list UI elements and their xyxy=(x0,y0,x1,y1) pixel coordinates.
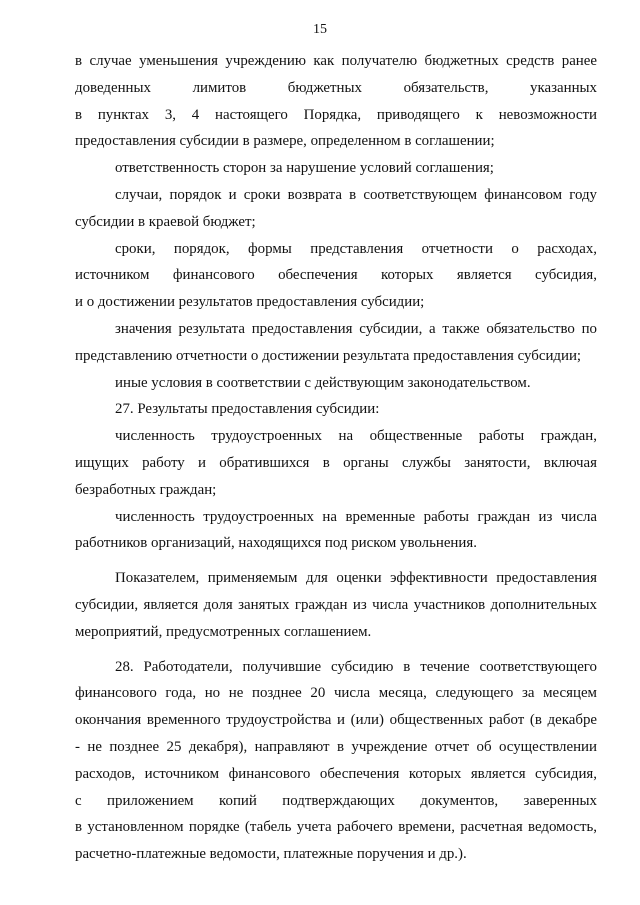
text-line: в установленном порядке (табель учета рабочего времени, расчетная ведомость, xyxy=(75,819,597,836)
text-line: иные условия в соответствии с действующим законодательством. xyxy=(115,374,531,391)
text-line: ответственность сторон за нарушение условий соглашения; xyxy=(115,160,494,177)
text-line: с приложением копий подтверждающих документов, заверенных xyxy=(75,792,597,809)
text-line: работников организаций, находящихся под риском увольнения. xyxy=(75,535,477,552)
section-heading: 27. Результаты предоставления субсидии: xyxy=(115,401,380,418)
text-line: Показателем, применяемым для оценки эффективности предоставления xyxy=(115,570,597,587)
text-line: численность трудоустроенных на общественные работы граждан, xyxy=(115,428,597,445)
document-body xyxy=(75,48,597,868)
text-line: в случае уменьшения учреждению как получателю бюджетных средств ранее xyxy=(75,53,597,69)
page-number: 15 xyxy=(313,22,327,37)
text-line: значения результата предоставления субсидии, а также обязательство по xyxy=(115,320,597,337)
text-line: и о достижении результатов предоставления субсидии; xyxy=(75,294,425,311)
text-line: представлению отчетности о достижении результата предоставления субсидии; xyxy=(75,347,582,364)
text-line: окончания временного трудоустройства и (или) общественных работ (в декабре xyxy=(75,712,597,729)
text-line: доведенных лимитов бюджетных обязательств, указанных xyxy=(75,79,597,96)
text-line: случаи, порядок и сроки возврата в соответствующем финансовом году xyxy=(115,186,597,203)
text-line: 28. Работодатели, получившие субсидию в течение соответствующего xyxy=(115,658,597,675)
text-line: расходов, источником финансового обеспечения которых является субсидия, xyxy=(75,765,597,782)
text-line: субсидии, является доля занятых граждан из числа участников дополнительных xyxy=(75,596,597,613)
text-line: безработных граждан; xyxy=(75,481,217,498)
text-line: предоставления субсидии в размере, определенном в соглашении; xyxy=(75,133,495,150)
text-line: мероприятий, предусмотренных соглашением. xyxy=(75,623,372,640)
text-line: финансового года, но не позднее 20 числа месяца, следующего за месяцем xyxy=(75,685,597,702)
text-line: субсидии в краевой бюджет; xyxy=(75,213,256,230)
text-line: ищущих работу и обратившихся в органы службы занятости, включая xyxy=(75,454,597,471)
text-line: - не позднее 25 декабря), направляют в учреждение отчет об осуществлении xyxy=(75,738,597,755)
text-line: в пунктах 3, 4 настоящего Порядка, приводящего к невозможности xyxy=(75,106,597,123)
text-line: сроки, порядок, формы представления отчетности о расходах, xyxy=(115,240,597,257)
text-line: численность трудоустроенных на временные работы граждан из числа xyxy=(115,508,597,525)
text-line: источником финансового обеспечения которых является субсидия, xyxy=(75,267,597,284)
text-line: расчетно-платежные ведомости, платежные поручения и др.). xyxy=(75,846,467,863)
